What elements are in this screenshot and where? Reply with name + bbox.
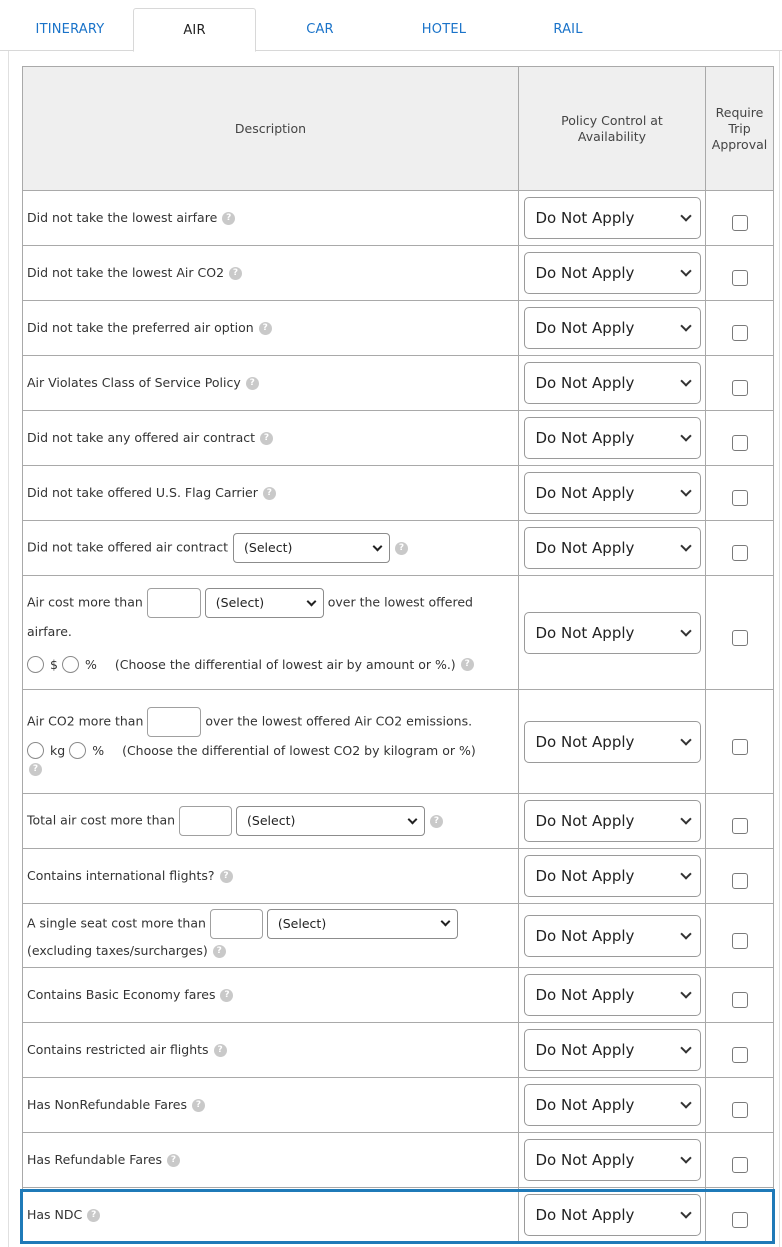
approval-cell [706,411,774,466]
table-row [23,521,774,576]
approval-cell [706,1133,774,1188]
tab-bar [0,0,782,52]
policy-control-dropdown[interactable] [524,362,701,404]
help-icon[interactable]: ? [220,870,233,883]
require-approval-checkbox[interactable] [732,992,748,1008]
air-co2-unit-options [27,739,514,762]
require-approval-checkbox[interactable] [732,1047,748,1063]
row-label: Did not take the preferred air option [27,320,254,335]
chevron-down-icon [680,1207,691,1218]
help-icon[interactable]: ? [214,1044,227,1057]
policy-control-dropdown[interactable] [524,721,701,763]
policy-control-cell [519,576,706,690]
percent-radio[interactable] [69,742,86,759]
dropdown-value: Do Not Apply [535,484,635,502]
require-approval-checkbox[interactable] [732,1212,748,1228]
table-row [23,1133,774,1188]
table-row [23,1023,774,1078]
require-approval-checkbox[interactable] [732,545,748,561]
chevron-down-icon [680,485,691,496]
policy-control-dropdown[interactable] [524,1139,701,1181]
table-row [23,576,774,690]
policy-control-cell [519,356,706,411]
approval-cell [706,904,774,968]
approval-cell [706,191,774,246]
seat-cost-line-1 [27,909,514,939]
policy-control-cell [519,794,706,849]
dropdown-value: Do Not Apply [535,926,635,945]
row-description [23,968,519,1023]
chevron-down-icon [440,917,450,927]
policy-control-cell [519,1078,706,1133]
air-cost-amount-input[interactable] [147,588,201,618]
kilogram-radio[interactable] [27,742,44,759]
help-icon[interactable]: ? [259,322,272,335]
chevron-down-icon [373,541,383,551]
help-icon[interactable]: ? [229,267,242,280]
table-row [23,968,774,1023]
help-icon[interactable]: ? [220,989,233,1002]
chevron-down-icon [408,814,418,824]
require-approval-checkbox[interactable] [732,1157,748,1173]
require-approval-checkbox[interactable] [732,873,748,889]
row-description [23,1188,519,1243]
seat-cost-select[interactable] [267,909,458,939]
row-description [23,466,519,521]
chevron-down-icon [306,596,316,606]
chevron-down-icon [680,734,691,745]
policy-control-cell [519,849,706,904]
dropdown-value: Do Not Apply [535,209,635,227]
air-contract-select[interactable] [233,533,390,563]
chevron-down-icon [680,540,691,551]
policy-control-dropdown[interactable] [524,197,701,239]
row-description [23,191,519,246]
help-icon[interactable]: ? [430,815,443,828]
percent-radio[interactable] [62,656,79,673]
tab-itinerary[interactable]: ITINERARY [35,22,105,37]
select-value: (Select) [277,915,327,931]
approval-cell [706,968,774,1023]
approval-cell [706,1188,774,1243]
policy-control-cell [519,411,706,466]
chevron-down-icon [680,813,691,824]
dropdown-value: Do Not Apply [535,429,635,447]
policy-control-dropdown[interactable] [524,307,701,349]
approval-cell [706,466,774,521]
row-label: Has NonRefundable Fares [27,1097,187,1112]
policy-control-cell [519,1023,706,1078]
help-icon[interactable]: ? [260,432,273,445]
approval-cell [706,246,774,301]
row-label: Air CO2 more than [27,713,144,729]
policy-control-dropdown[interactable] [524,1194,701,1236]
percent-radio-label: % [84,656,97,672]
help-icon[interactable]: ? [192,1099,205,1112]
air-co2-line-1 [27,707,514,737]
row-label: Contains restricted air flights [27,1042,209,1057]
row-label-line-2: (excluding taxes/surcharges) [27,942,208,958]
row-description [23,849,519,904]
dropdown-value: Do Not Apply [535,539,635,557]
seat-cost-input[interactable] [210,909,263,939]
dropdown-value: Do Not Apply [535,812,635,830]
require-approval-checkbox[interactable] [732,435,748,451]
chevron-down-icon [680,1152,691,1163]
dropdown-value: Do Not Apply [535,1096,635,1114]
help-icon[interactable]: ? [213,945,226,958]
row-description [23,411,519,466]
row-label: Did not take offered air contract [27,539,229,555]
dropdown-value: Do Not Apply [535,986,635,1004]
row-description [23,246,519,301]
chevron-down-icon [680,928,691,939]
differential-note: (Choose the differential of lowest CO2 by kilogram or %) [122,742,476,758]
chevron-down-icon [680,1042,691,1053]
dropdown-value: Do Not Apply [535,1041,635,1059]
row-description [23,356,519,411]
dropdown-value: Do Not Apply [535,374,635,392]
policy-control-header: Policy Control at Availability [519,67,706,191]
policy-control-cell [519,1133,706,1188]
chevron-down-icon [680,210,691,221]
row-label: Contains international flights? [27,868,215,883]
amount-radio-label: $ [50,656,58,672]
chevron-down-icon [680,1097,691,1108]
row-description [23,576,519,690]
row-description [23,690,519,794]
tab-car[interactable]: CAR [306,22,334,37]
tab-hotel[interactable]: HOTEL [421,22,467,37]
help-icon[interactable]: ? [167,1154,180,1167]
require-approval-checkbox[interactable] [732,630,748,646]
select-value: (Select) [244,540,293,555]
chevron-down-icon [680,430,691,441]
row-label-after: over the lowest offered [327,594,473,610]
require-approval-checkbox[interactable] [732,1102,748,1118]
row-description [23,301,519,356]
row-label: Contains Basic Economy fares [27,987,216,1002]
table-row [23,411,774,466]
air-cost-unit-options [27,650,514,679]
require-approval-checkbox[interactable] [732,739,748,755]
dropdown-value: Do Not Apply [535,264,635,282]
policy-control-cell [519,191,706,246]
row-label: Has Refundable Fares [27,1152,163,1167]
approval-cell [706,690,774,794]
row-label-line-2: airfare. [27,624,72,640]
require-approval-checkbox[interactable] [732,380,748,396]
select-value: (Select) [215,595,265,611]
require-approval-checkbox[interactable] [732,270,748,286]
policy-control-dropdown[interactable] [524,800,701,842]
dropdown-value: Do Not Apply [535,1206,635,1224]
chevron-down-icon [680,320,691,331]
policy-control-dropdown[interactable] [524,612,701,654]
table-row [23,466,774,521]
table-row [23,301,774,356]
kilogram-radio-label: kg [50,742,66,758]
row-description [23,1023,519,1078]
policy-control-dropdown[interactable] [524,1029,701,1071]
air-co2-amount-input[interactable] [147,707,201,737]
policy-control-cell [519,690,706,794]
help-icon[interactable]: ? [222,212,235,225]
require-approval-checkbox[interactable] [732,933,748,949]
table-row [23,246,774,301]
tab-rail[interactable]: RAIL [553,22,583,37]
row-label-after: over the lowest offered Air CO2 emissions. [205,713,473,729]
row-description [23,904,519,968]
total-air-cost-select[interactable] [236,806,425,836]
table-row [23,356,774,411]
dropdown-value: Do Not Apply [535,623,635,642]
require-approval-checkbox[interactable] [732,325,748,341]
policy-control-dropdown[interactable] [524,974,701,1016]
policy-control-dropdown[interactable] [524,252,701,294]
row-label: Air cost more than [27,594,143,610]
row-description [23,521,519,576]
differential-note: (Choose the differential of lowest air by amount or %.) [114,656,456,672]
table-row [23,849,774,904]
approval-cell [706,794,774,849]
row-description [23,794,519,849]
approval-cell [706,576,774,690]
help-icon[interactable]: ? [395,542,408,555]
chevron-down-icon [680,868,691,879]
row-label: Total air cost more than [27,812,176,828]
select-value: (Select) [247,813,296,828]
policy-control-cell [519,521,706,576]
policy-control-dropdown[interactable] [524,527,701,569]
approval-cell [706,521,774,576]
row-label: Did not take the lowest airfare [27,210,218,225]
air-policy-table [22,66,774,1243]
row-label: Has NDC [27,1207,83,1222]
help-icon[interactable]: ? [87,1209,100,1222]
dropdown-value: Do Not Apply [535,867,635,885]
require-approval-checkbox[interactable] [732,490,748,506]
chevron-down-icon [680,375,691,386]
policy-control-dropdown[interactable] [524,417,701,459]
approval-cell [706,1078,774,1133]
policy-control-cell [519,1188,706,1243]
require-approval-checkbox[interactable] [732,215,748,231]
table-row [23,904,774,968]
table-row-has-ndc [23,1188,774,1243]
row-label: Did not take the lowest Air CO2 [27,265,225,280]
policy-control-cell [519,466,706,521]
description-header: Description [23,67,519,191]
tab-air[interactable]: AIR [133,8,256,52]
approval-cell [706,1023,774,1078]
table-row [23,690,774,794]
help-line [27,762,514,776]
row-label: Did not take any offered air contract [27,430,255,445]
policy-control-cell [519,968,706,1023]
policy-control-dropdown[interactable] [524,472,701,514]
seat-cost-line-2 [27,939,514,963]
chevron-down-icon [680,265,691,276]
row-label: Air Violates Class of Service Policy [27,375,241,390]
dropdown-value: Do Not Apply [535,319,635,337]
chevron-down-icon [680,987,691,998]
policy-control-dropdown[interactable] [524,855,701,897]
percent-radio-label: % [92,742,105,758]
help-icon[interactable]: ? [461,658,474,671]
policy-control-cell [519,904,706,968]
dropdown-value: Do Not Apply [535,732,635,751]
row-label: A single seat cost more than [27,915,206,930]
table-row [23,1078,774,1133]
approval-cell [706,849,774,904]
air-cost-line-1 [27,588,514,618]
help-icon[interactable]: ? [263,487,276,500]
dropdown-value: Do Not Apply [535,1151,635,1169]
require-approval-header: Require Trip Approval [706,67,774,191]
air-cost-select[interactable] [205,588,324,618]
row-description [23,1078,519,1133]
table-row [23,794,774,849]
require-approval-checkbox[interactable] [732,818,748,834]
policy-control-dropdown[interactable] [524,915,701,957]
policy-control-dropdown[interactable] [524,1084,701,1126]
help-icon[interactable]: ? [29,763,42,776]
policy-control-cell [519,246,706,301]
table-row [23,191,774,246]
approval-cell [706,301,774,356]
chevron-down-icon [680,625,691,636]
help-icon[interactable]: ? [246,377,259,390]
row-description [23,1133,519,1188]
amount-radio[interactable] [27,656,44,673]
approval-cell [706,356,774,411]
row-label: Did not take offered U.S. Flag Carrier [27,485,258,500]
policy-control-cell [519,301,706,356]
total-air-cost-input[interactable] [179,806,232,836]
